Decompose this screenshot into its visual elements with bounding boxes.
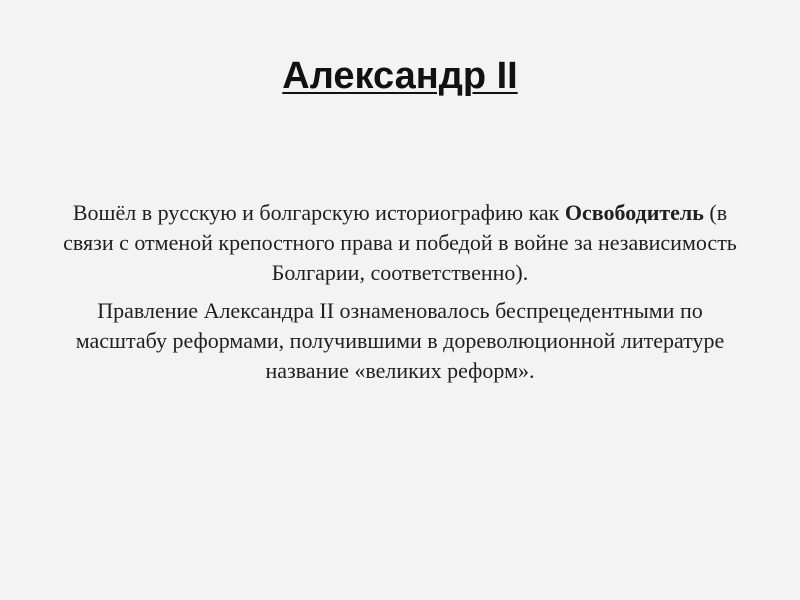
paragraph-reforms: Правление Александра II ознаменовалось беспрецедентными по масштабу реформами, получившими в дореволюционной литературе название «великих реформ». <box>75 298 725 383</box>
slide-body <box>60 198 740 386</box>
paragraph-liberator-lead: Вошёл в русскую и болгарскую историографию как <box>72 200 565 225</box>
slide-title-text: Александр II <box>282 55 518 97</box>
paragraph-liberator-rest: (в связи с отменой крепостного права и победой в войне за независимость Болгарии, соответственно). <box>63 200 737 285</box>
slide-title <box>0 52 800 100</box>
liberator-term: Освободитель <box>564 200 704 225</box>
paragraph-liberator <box>60 198 740 288</box>
